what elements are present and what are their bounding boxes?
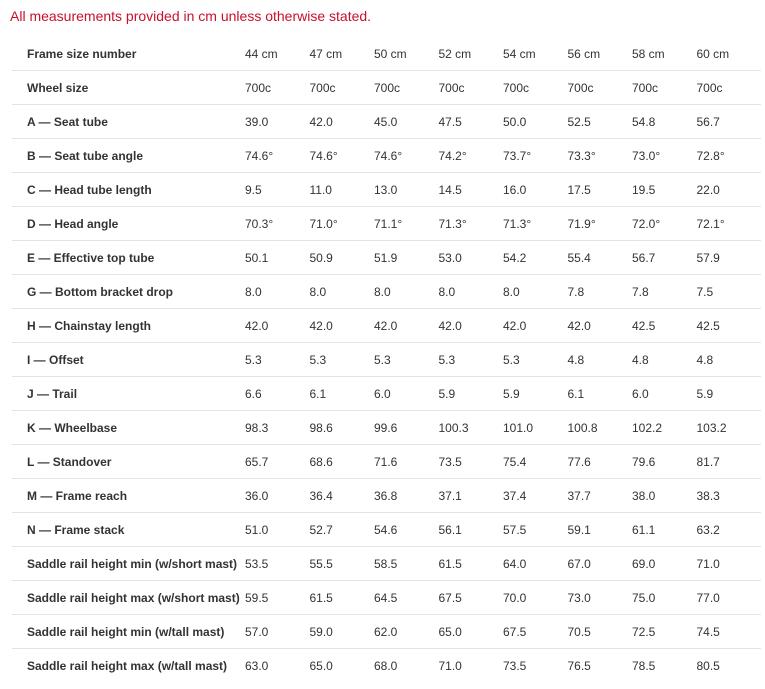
table-cell: 42.0 bbox=[310, 105, 375, 139]
table-cell: 73.3° bbox=[568, 139, 633, 173]
row-label: A — Seat tube bbox=[12, 105, 245, 139]
table-cell: 71.1° bbox=[374, 207, 439, 241]
table-cell: 44 cm bbox=[245, 37, 310, 71]
table-cell: 71.9° bbox=[568, 207, 633, 241]
table-row bbox=[12, 241, 761, 275]
table-cell: 52.5 bbox=[568, 105, 633, 139]
table-cell: 72.1° bbox=[697, 207, 762, 241]
row-label: Saddle rail height max (w/tall mast) bbox=[27, 658, 228, 673]
table-cell: 56.7 bbox=[697, 105, 762, 139]
table-cell: 37.1 bbox=[439, 479, 504, 513]
row-label: J — Trail bbox=[12, 377, 245, 411]
table-cell: 72.0° bbox=[632, 207, 697, 241]
table-cell: 22.0 bbox=[697, 173, 762, 207]
table-cell: 81.7 bbox=[697, 445, 762, 479]
row-label: K — Wheelbase bbox=[12, 411, 245, 445]
table-cell: 65.0 bbox=[439, 615, 504, 649]
table-cell: 67.0 bbox=[568, 547, 633, 581]
table-cell: 73.7° bbox=[503, 139, 568, 173]
table-cell: 99.6 bbox=[374, 411, 439, 445]
row-label: E — Effective top tube bbox=[12, 241, 245, 275]
table-cell: 73.0 bbox=[568, 581, 633, 615]
table-row bbox=[12, 377, 761, 411]
row-label: Saddle rail height max (w/short mast) bbox=[12, 581, 245, 615]
table-cell: 55.5 bbox=[310, 547, 375, 581]
table-cell: 65.0 bbox=[309, 658, 333, 673]
table-cell: 57.0 bbox=[245, 615, 310, 649]
table-cell: 75.4 bbox=[503, 445, 568, 479]
table-cell: 67.5 bbox=[439, 581, 504, 615]
table-cell: 65.7 bbox=[245, 445, 310, 479]
table-cell: 73.5 bbox=[439, 445, 504, 479]
row-label: Wheel size bbox=[12, 71, 245, 105]
row-label: M — Frame reach bbox=[12, 479, 245, 513]
table-cell: 14.5 bbox=[439, 173, 504, 207]
table-cell: 79.6 bbox=[632, 445, 697, 479]
table-cell: 54.2 bbox=[503, 241, 568, 275]
table-cell: 70.3° bbox=[245, 207, 310, 241]
table-row bbox=[12, 173, 761, 207]
row-label: B — Seat tube angle bbox=[12, 139, 245, 173]
table-row bbox=[12, 343, 761, 377]
table-cell: 50 cm bbox=[374, 37, 439, 71]
table-row bbox=[12, 275, 761, 309]
table-cell: 17.5 bbox=[568, 173, 633, 207]
table-cell: 58 cm bbox=[632, 37, 697, 71]
geometry-table-body bbox=[12, 37, 761, 682]
table-cell: 42.0 bbox=[503, 309, 568, 343]
table-row bbox=[12, 445, 761, 479]
table-cell: 42.0 bbox=[374, 309, 439, 343]
table-cell: 54.6 bbox=[374, 513, 439, 547]
table-row bbox=[12, 309, 761, 343]
table-cell: 77.6 bbox=[568, 445, 633, 479]
table-cell: 52.7 bbox=[310, 513, 375, 547]
table-row bbox=[12, 105, 761, 139]
row-label: N — Frame stack bbox=[12, 513, 245, 547]
table-row bbox=[12, 71, 761, 105]
table-cell: 8.0 bbox=[310, 275, 375, 309]
row-label: L — Standover bbox=[12, 445, 245, 479]
table-cell: 36.8 bbox=[374, 479, 439, 513]
table-cell: 59.5 bbox=[245, 581, 310, 615]
table-cell: 42.0 bbox=[439, 309, 504, 343]
table-cell: 78.5 bbox=[632, 658, 656, 673]
table-cell: 5.3 bbox=[310, 343, 375, 377]
table-cell: 42.5 bbox=[697, 309, 762, 343]
table-cell: 700c bbox=[568, 71, 633, 105]
table-cell: 7.8 bbox=[568, 275, 633, 309]
table-cell: 59.0 bbox=[310, 615, 375, 649]
table-cell: 38.0 bbox=[632, 479, 697, 513]
table-cell: 61.5 bbox=[310, 581, 375, 615]
table-row bbox=[12, 581, 761, 615]
table-cell: 700c bbox=[245, 71, 310, 105]
table-cell: 57.5 bbox=[503, 513, 568, 547]
table-cell: 13.0 bbox=[374, 173, 439, 207]
table-cell: 63.2 bbox=[697, 513, 762, 547]
table-cell: 700c bbox=[503, 71, 568, 105]
table-cell: 58.5 bbox=[374, 547, 439, 581]
table-cell: 4.8 bbox=[568, 343, 633, 377]
table-cell: 73.0° bbox=[632, 139, 697, 173]
table-cell: 5.3 bbox=[245, 343, 310, 377]
table-cell: 36.0 bbox=[245, 479, 310, 513]
table-cell: 60 cm bbox=[697, 37, 762, 71]
table-row bbox=[12, 139, 761, 173]
table-cell: 6.1 bbox=[310, 377, 375, 411]
table-cell: 8.0 bbox=[374, 275, 439, 309]
table-cell: 5.3 bbox=[439, 343, 504, 377]
table-cell: 6.6 bbox=[245, 377, 310, 411]
table-cell: 72.8° bbox=[697, 139, 762, 173]
table-cell: 700c bbox=[374, 71, 439, 105]
table-cell: 102.2 bbox=[632, 411, 697, 445]
table-row bbox=[12, 411, 761, 445]
table-cell: 53.5 bbox=[245, 547, 310, 581]
table-cell: 8.0 bbox=[245, 275, 310, 309]
table-cell: 56 cm bbox=[568, 37, 633, 71]
table-cell: 73.5 bbox=[503, 658, 527, 673]
table-cell: 74.2° bbox=[439, 139, 504, 173]
table-cell: 6.0 bbox=[632, 377, 697, 411]
table-cell: 38.3 bbox=[697, 479, 762, 513]
table-cell: 6.1 bbox=[568, 377, 633, 411]
table-cell: 45.0 bbox=[374, 105, 439, 139]
table-cell: 8.0 bbox=[503, 275, 568, 309]
table-cell: 76.5 bbox=[567, 658, 591, 673]
table-cell: 74.6° bbox=[374, 139, 439, 173]
row-label: C — Head tube length bbox=[12, 173, 245, 207]
table-cell: 59.1 bbox=[568, 513, 633, 547]
table-row bbox=[12, 513, 761, 547]
table-cell: 61.5 bbox=[439, 547, 504, 581]
table-cell: 36.4 bbox=[310, 479, 375, 513]
table-cell: 37.4 bbox=[503, 479, 568, 513]
row-label: Frame size number bbox=[12, 37, 245, 71]
table-row bbox=[12, 649, 761, 683]
table-cell: 71.3° bbox=[503, 207, 568, 241]
table-cell: 50.0 bbox=[503, 105, 568, 139]
table-cell: 54 cm bbox=[503, 37, 568, 71]
table-row bbox=[12, 37, 761, 71]
table-cell: 7.5 bbox=[697, 275, 762, 309]
table-cell: 61.1 bbox=[632, 513, 697, 547]
table-cell: 37.7 bbox=[568, 479, 633, 513]
row-label: D — Head angle bbox=[12, 207, 245, 241]
table-cell: 5.9 bbox=[697, 377, 762, 411]
table-cell: 74.6° bbox=[245, 139, 310, 173]
table-cell: 9.5 bbox=[245, 173, 310, 207]
table-cell: 42.0 bbox=[245, 309, 310, 343]
table-cell: 700c bbox=[310, 71, 375, 105]
table-cell: 71.0 bbox=[438, 658, 462, 673]
table-cell: 42.0 bbox=[568, 309, 633, 343]
table-cell: 42.5 bbox=[632, 309, 697, 343]
table-cell: 42.0 bbox=[310, 309, 375, 343]
table-cell: 56.1 bbox=[439, 513, 504, 547]
table-cell: 54.8 bbox=[632, 105, 697, 139]
table-cell: 47 cm bbox=[310, 37, 375, 71]
table-cell: 64.5 bbox=[374, 581, 439, 615]
table-cell: 101.0 bbox=[503, 411, 568, 445]
row-label: Saddle rail height min (w/tall mast) bbox=[12, 615, 245, 649]
table-cell: 100.3 bbox=[439, 411, 504, 445]
table-cell: 55.4 bbox=[568, 241, 633, 275]
table-cell: 75.0 bbox=[632, 581, 697, 615]
table-cell: 11.0 bbox=[310, 173, 375, 207]
table-cell: 5.3 bbox=[503, 343, 568, 377]
table-cell: 98.3 bbox=[245, 411, 310, 445]
table-cell: 5.3 bbox=[374, 343, 439, 377]
row-label: I — Offset bbox=[12, 343, 245, 377]
table-cell: 71.3° bbox=[439, 207, 504, 241]
geometry-table bbox=[12, 37, 761, 682]
table-cell: 19.5 bbox=[632, 173, 697, 207]
table-cell: 4.8 bbox=[697, 343, 762, 377]
table-cell: 71.6 bbox=[374, 445, 439, 479]
table-cell: 700c bbox=[697, 71, 762, 105]
table-cell: 700c bbox=[632, 71, 697, 105]
table-cell: 70.0 bbox=[503, 581, 568, 615]
table-cell: 51.9 bbox=[374, 241, 439, 275]
table-cell: 6.0 bbox=[374, 377, 439, 411]
table-cell: 80.5 bbox=[696, 658, 720, 673]
table-cell: 71.0 bbox=[697, 547, 762, 581]
table-cell: 7.8 bbox=[632, 275, 697, 309]
table-cell: 16.0 bbox=[503, 173, 568, 207]
table-cell: 103.2 bbox=[697, 411, 762, 445]
row-label: G — Bottom bracket drop bbox=[12, 275, 245, 309]
table-row bbox=[12, 615, 761, 649]
row-label: H — Chainstay length bbox=[12, 309, 245, 343]
table-cell: 50.1 bbox=[245, 241, 310, 275]
table-cell: 71.0° bbox=[310, 207, 375, 241]
table-cell: 52 cm bbox=[439, 37, 504, 71]
table-cell: 53.0 bbox=[439, 241, 504, 275]
table-row bbox=[12, 479, 761, 513]
units-note: All measurements provided in cm unless otherwise stated. bbox=[10, 8, 372, 24]
table-cell: 50.9 bbox=[310, 241, 375, 275]
table-cell: 62.0 bbox=[374, 615, 439, 649]
table-cell: 98.6 bbox=[310, 411, 375, 445]
row-label: Saddle rail height min (w/short mast) bbox=[12, 547, 245, 581]
table-cell: 67.5 bbox=[503, 615, 568, 649]
table-cell: 5.9 bbox=[503, 377, 568, 411]
table-cell: 68.6 bbox=[310, 445, 375, 479]
table-cell: 8.0 bbox=[439, 275, 504, 309]
table-row bbox=[12, 547, 761, 581]
table-cell: 700c bbox=[439, 71, 504, 105]
table-cell: 77.0 bbox=[697, 581, 762, 615]
table-cell: 74.6° bbox=[310, 139, 375, 173]
table-cell: 68.0 bbox=[374, 658, 398, 673]
table-cell: 100.8 bbox=[568, 411, 633, 445]
table-cell: 64.0 bbox=[503, 547, 568, 581]
table-cell: 56.7 bbox=[632, 241, 697, 275]
table-cell: 5.9 bbox=[439, 377, 504, 411]
table-cell: 39.0 bbox=[245, 105, 310, 139]
table-cell: 74.5 bbox=[697, 615, 762, 649]
table-cell: 63.0 bbox=[245, 658, 269, 673]
table-row bbox=[12, 207, 761, 241]
table-cell: 69.0 bbox=[632, 547, 697, 581]
table-cell: 70.5 bbox=[568, 615, 633, 649]
table-cell: 51.0 bbox=[245, 513, 310, 547]
table-cell: 4.8 bbox=[632, 343, 697, 377]
table-cell: 72.5 bbox=[632, 615, 697, 649]
table-cell: 57.9 bbox=[697, 241, 762, 275]
table-cell: 47.5 bbox=[439, 105, 504, 139]
